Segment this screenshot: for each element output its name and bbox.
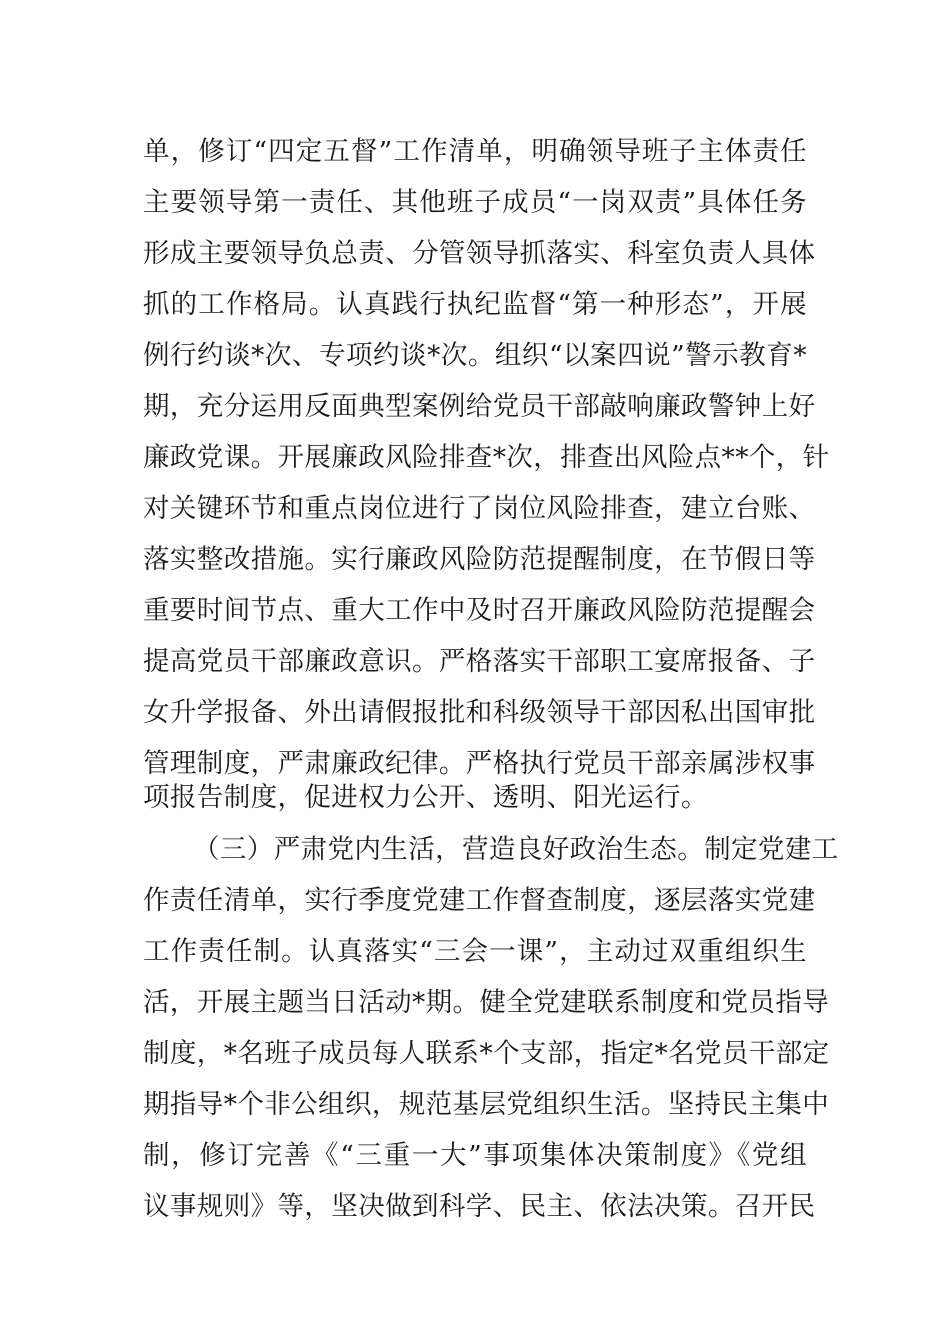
text-line: 形成主要领导负总责、分管领导抓落实、科室负责人具体 <box>143 238 816 269</box>
text-line: 提高党员干部廉政意识。严格落实干部职工宴席报备、子 <box>143 646 816 677</box>
text-line: 落实整改措施。实行廉政风险防范提醒制度，在节假日等 <box>143 544 816 575</box>
text-line: 重要时间节点、重大工作中及时召开廉政风险防范提醒会 <box>143 595 816 626</box>
text-line: 主要领导第一责任、其他班子成员“一岗双责”具体任务 <box>143 187 807 218</box>
text-line: 例行约谈*次、专项约谈*次。组织“以案四说”警示教育* <box>143 340 807 371</box>
section-heading-line: （三）严肃党内生活，营造良好政治生态。制定党建工 <box>193 834 839 865</box>
text-line: 作责任清单，实行季度党建工作督查制度，逐层落实党建 <box>143 885 816 916</box>
text-line: 管理制度，严肃廉政纪律。严格执行党员干部亲属涉权事 <box>143 748 816 779</box>
text-line: 期，充分运用反面典型案例给党员干部敲响廉政警钟上好 <box>143 391 816 422</box>
text-line: 制，修订完善《“三重一大”事项集体决策制度》《党组 <box>143 1140 807 1171</box>
text-line: 女升学报备、外出请假报批和科级领导干部因私出国审批 <box>143 697 816 728</box>
text-line: 对关键环节和重点岗位进行了岗位风险排查，建立台账、 <box>143 493 816 524</box>
text-line: 活，开展主题当日活动*期。健全党建联系制度和党员指导 <box>143 987 830 1018</box>
paragraph-end-line: 项报告制度，促进权力公开、透明、阳光运行。 <box>143 782 708 813</box>
text-line: 议事规则》等，坚决做到科学、民主、依法决策。召开民 <box>143 1191 816 1222</box>
text-line: 期指导*个非公组织，规范基层党组织生活。坚持民主集中 <box>143 1089 830 1120</box>
text-line: 廉政党课。开展廉政风险排查*次，排查出风险点**个，针 <box>143 442 830 473</box>
text-line: 单，修订“四定五督”工作清单，明确领导班子主体责任 <box>143 136 807 167</box>
text-line: 抓的工作格局。认真践行执纪监督“第一种形态”，开展 <box>143 289 807 320</box>
text-line: 制度，*名班子成员每人联系*个支部，指定*名党员干部定 <box>143 1038 830 1069</box>
text-line: 工作责任制。认真落实“三会一课”，主动过双重组织生 <box>143 936 807 967</box>
